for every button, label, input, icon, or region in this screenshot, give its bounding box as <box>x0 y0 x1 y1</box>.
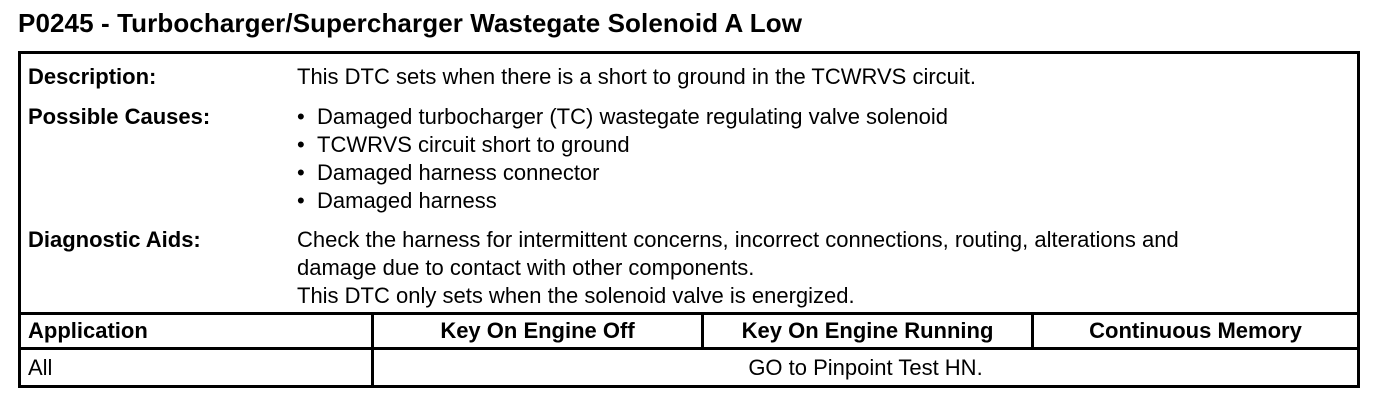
cell-action: GO to Pinpoint Test HN. <box>748 354 983 380</box>
header-application: Application <box>28 318 148 343</box>
possible-causes-label: Possible Causes: <box>28 104 211 129</box>
diagnostic-aids-line: damage due to contact with other components. <box>297 255 755 280</box>
cause-item: • Damaged turbocharger (TC) wastegate regulating valve solenoid <box>297 103 948 131</box>
cause-item: • Damaged harness connector <box>297 159 948 187</box>
diagnostic-aids-line: Check the harness for intermittent concerns, incorrect connections, routing, alterations and <box>297 227 1179 252</box>
cause-item: • Damaged harness <box>297 187 948 215</box>
description-text: This DTC sets when there is a short to ground in the TCWRVS circuit. <box>297 64 977 89</box>
table-row <box>21 350 1357 385</box>
dtc-info-box <box>18 51 1360 388</box>
table-header-row <box>21 315 1357 350</box>
diagnostic-aids-label: Diagnostic Aids: <box>28 227 201 252</box>
header-key-on-engine-off: Key On Engine Off <box>440 318 635 343</box>
possible-causes-list <box>297 103 948 215</box>
diagnostic-aids-line: This DTC only sets when the solenoid valve is energized. <box>297 283 855 308</box>
diagnostic-aids-text <box>297 226 1179 310</box>
dtc-details <box>21 54 1357 312</box>
header-key-on-engine-running: Key On Engine Running <box>741 318 994 343</box>
application-table <box>21 312 1357 385</box>
page-title: P0245 - Turbocharger/Supercharger Wastegate Solenoid A Low <box>18 8 803 38</box>
cell-application: All <box>28 354 53 380</box>
description-label: Description: <box>28 64 157 89</box>
header-continuous-memory: Continuous Memory <box>1089 318 1302 343</box>
cause-item: • TCWRVS circuit short to ground <box>297 131 948 159</box>
